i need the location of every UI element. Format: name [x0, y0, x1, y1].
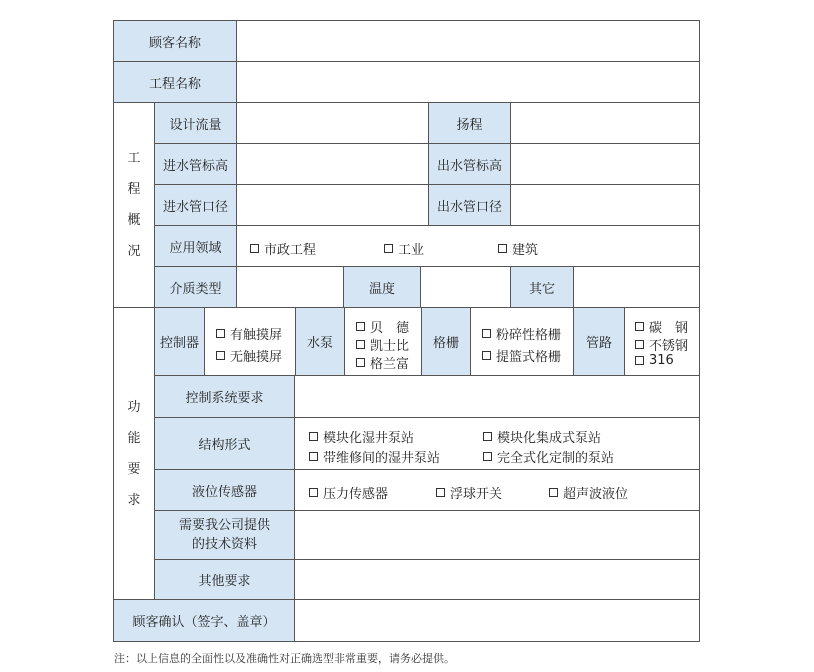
customer-name-label-text: 顾客名称: [148, 35, 201, 51]
structure-label-text: 结构形式: [198, 438, 251, 453]
grille-label: [421, 307, 471, 376]
overview-char: 程: [127, 182, 141, 197]
checkbox-icon[interactable]: [436, 488, 445, 497]
option-label: 建筑: [512, 243, 539, 258]
checkbox-icon[interactable]: [483, 452, 492, 461]
other-field[interactable]: [573, 266, 700, 308]
option-label: 凯士比: [370, 339, 410, 354]
inlet-elev-label-text: 进水管标高: [162, 158, 228, 174]
option-label: 有触摸屏: [230, 328, 283, 343]
option-label: 完全式化定制的泵站: [497, 451, 615, 466]
checkbox-icon[interactable]: [216, 351, 225, 360]
option-maintenance-room[interactable]: [309, 447, 440, 466]
checkbox-icon[interactable]: [356, 358, 365, 367]
checkbox-icon[interactable]: [483, 432, 492, 441]
confirm-label-text: 顾客确认（签字、盖章）: [132, 615, 276, 630]
inlet-elev-label: [154, 143, 237, 185]
other-label-text: 其它: [528, 281, 555, 297]
option-label: 工业: [398, 243, 425, 258]
option-label: 提篮式格栅: [496, 350, 562, 365]
overview-char: 况: [127, 244, 141, 259]
function-char: 功: [127, 399, 141, 415]
option-label: 不锈钢: [649, 339, 689, 354]
pump-label-text: 水泵: [306, 336, 333, 351]
checkbox-icon[interactable]: [549, 488, 558, 497]
option-carbon-steel[interactable]: [635, 317, 688, 336]
option-wet-well[interactable]: [309, 427, 414, 446]
option-label: 格兰富: [370, 357, 410, 372]
controller-label-text: 控制器: [159, 336, 199, 351]
checkbox-icon[interactable]: [309, 452, 318, 461]
controller-label: [154, 307, 205, 376]
customer-name-field[interactable]: [236, 20, 700, 62]
project-name-label: [113, 61, 237, 103]
option-label: 浮球开关: [450, 487, 503, 502]
checkbox-icon[interactable]: [356, 322, 365, 331]
option-basket-grille[interactable]: [482, 346, 561, 365]
checkbox-icon[interactable]: [482, 351, 491, 360]
pump-label: [295, 307, 345, 376]
inlet-dia-label-text: 进水管口径: [162, 199, 228, 215]
checkbox-icon[interactable]: [498, 244, 507, 253]
medium-field[interactable]: [236, 266, 344, 308]
head-field[interactable]: [510, 102, 700, 144]
design-flow-label: [154, 102, 237, 144]
level-sensor-label: [154, 469, 295, 511]
option-label: 带维修间的湿井泵站: [323, 451, 441, 466]
option-label: 压力传感器: [323, 487, 389, 502]
other-req-label: [154, 559, 295, 600]
checkbox-icon[interactable]: [356, 340, 365, 349]
function-char: 要: [127, 461, 141, 477]
option-pump-3[interactable]: [356, 353, 409, 372]
medium-label: [154, 266, 237, 308]
function-req-section-label: [113, 307, 155, 600]
project-overview-section-label: [113, 102, 155, 308]
option-touchscreen[interactable]: [216, 324, 282, 343]
option-label: 碳 钢: [649, 321, 689, 336]
checkbox-icon[interactable]: [309, 432, 318, 441]
option-316[interactable]: [635, 353, 674, 368]
temperature-field[interactable]: [420, 266, 511, 308]
option-label: 贝 德: [370, 321, 410, 336]
pipe-label: [573, 307, 625, 376]
option-float-switch[interactable]: [436, 483, 502, 502]
head-label: [428, 102, 511, 144]
level-sensor-label-text: 液位传感器: [191, 484, 257, 500]
footnote: 注：以上信息的全面性以及准确性对正确选型非常重要，请务必提供。: [114, 652, 455, 665]
temperature-label-text: 温度: [368, 281, 395, 297]
option-grinder-grille[interactable]: [482, 324, 561, 343]
medium-label-text: 介质类型: [169, 281, 222, 297]
checkbox-icon[interactable]: [250, 244, 259, 253]
option-label: 市政工程: [264, 243, 317, 258]
checkbox-icon[interactable]: [482, 329, 491, 338]
design-flow-field[interactable]: [236, 102, 429, 144]
project-name-field[interactable]: [236, 61, 700, 103]
function-char: 能: [127, 430, 141, 446]
option-label: 无触摸屏: [230, 350, 283, 365]
inlet-dia-field[interactable]: [236, 184, 429, 226]
structure-label: [154, 417, 295, 470]
option-pressure-sensor[interactable]: [309, 483, 388, 502]
control-system-label: [154, 375, 295, 418]
tech-docs-line: 的技术资料: [191, 537, 257, 552]
tech-docs-label: [154, 510, 295, 560]
checkbox-icon[interactable]: [635, 356, 644, 365]
customer-name-label: [113, 20, 237, 62]
checkbox-icon[interactable]: [216, 329, 225, 338]
outlet-elev-field[interactable]: [510, 143, 700, 185]
project-name-label-text: 工程名称: [148, 76, 201, 92]
checkbox-icon[interactable]: [635, 322, 644, 331]
confirm-label: [113, 599, 295, 642]
option-municipal[interactable]: [250, 239, 316, 258]
option-custom[interactable]: [483, 447, 614, 466]
option-pump-1[interactable]: [356, 317, 409, 336]
option-building[interactable]: [498, 239, 538, 258]
inlet-elev-field[interactable]: [236, 143, 429, 185]
option-integrated[interactable]: [483, 427, 601, 446]
option-no-touchscreen[interactable]: [216, 346, 282, 365]
application-label: [154, 225, 237, 267]
outlet-dia-label: [428, 184, 511, 226]
inlet-dia-label: [154, 184, 237, 226]
other-label: [510, 266, 574, 308]
overview-char: 概: [127, 213, 141, 228]
option-pump-2[interactable]: [356, 335, 409, 354]
tech-docs-field[interactable]: [294, 510, 700, 560]
control-system-field[interactable]: [294, 375, 700, 418]
option-label: 超声波液位: [563, 487, 629, 502]
checkbox-icon[interactable]: [309, 488, 318, 497]
outlet-dia-label-text: 出水管口径: [436, 199, 502, 215]
control-system-label-text: 控制系统要求: [185, 391, 264, 406]
option-label: 粉碎性格栅: [496, 328, 562, 343]
other-req-label-text: 其他要求: [198, 574, 251, 589]
tech-docs-line: 需要我公司提供: [178, 518, 270, 533]
option-label: 模块化湿井泵站: [323, 431, 415, 446]
overview-char: 工: [127, 151, 141, 166]
checkbox-icon[interactable]: [384, 244, 393, 253]
confirm-field[interactable]: [294, 599, 700, 642]
outlet-dia-field[interactable]: [510, 184, 700, 226]
temperature-label: [343, 266, 421, 308]
option-industry[interactable]: [384, 239, 424, 258]
option-label: 316: [649, 353, 674, 368]
outlet-elev-label-text: 出水管标高: [436, 158, 502, 174]
option-ultrasonic[interactable]: [549, 483, 628, 502]
outlet-elev-label: [428, 143, 511, 185]
other-req-field[interactable]: [294, 559, 700, 600]
checkbox-icon[interactable]: [635, 340, 644, 349]
head-label-text: 扬程: [456, 117, 483, 133]
function-char: 求: [127, 492, 141, 508]
option-label: 模块化集成式泵站: [497, 431, 602, 446]
grille-label-text: 格栅: [432, 336, 459, 351]
application-label-text: 应用领域: [169, 240, 222, 256]
pipe-label-text: 管路: [585, 336, 612, 351]
option-stainless[interactable]: [635, 335, 688, 354]
design-flow-label-text: 设计流量: [169, 117, 222, 133]
